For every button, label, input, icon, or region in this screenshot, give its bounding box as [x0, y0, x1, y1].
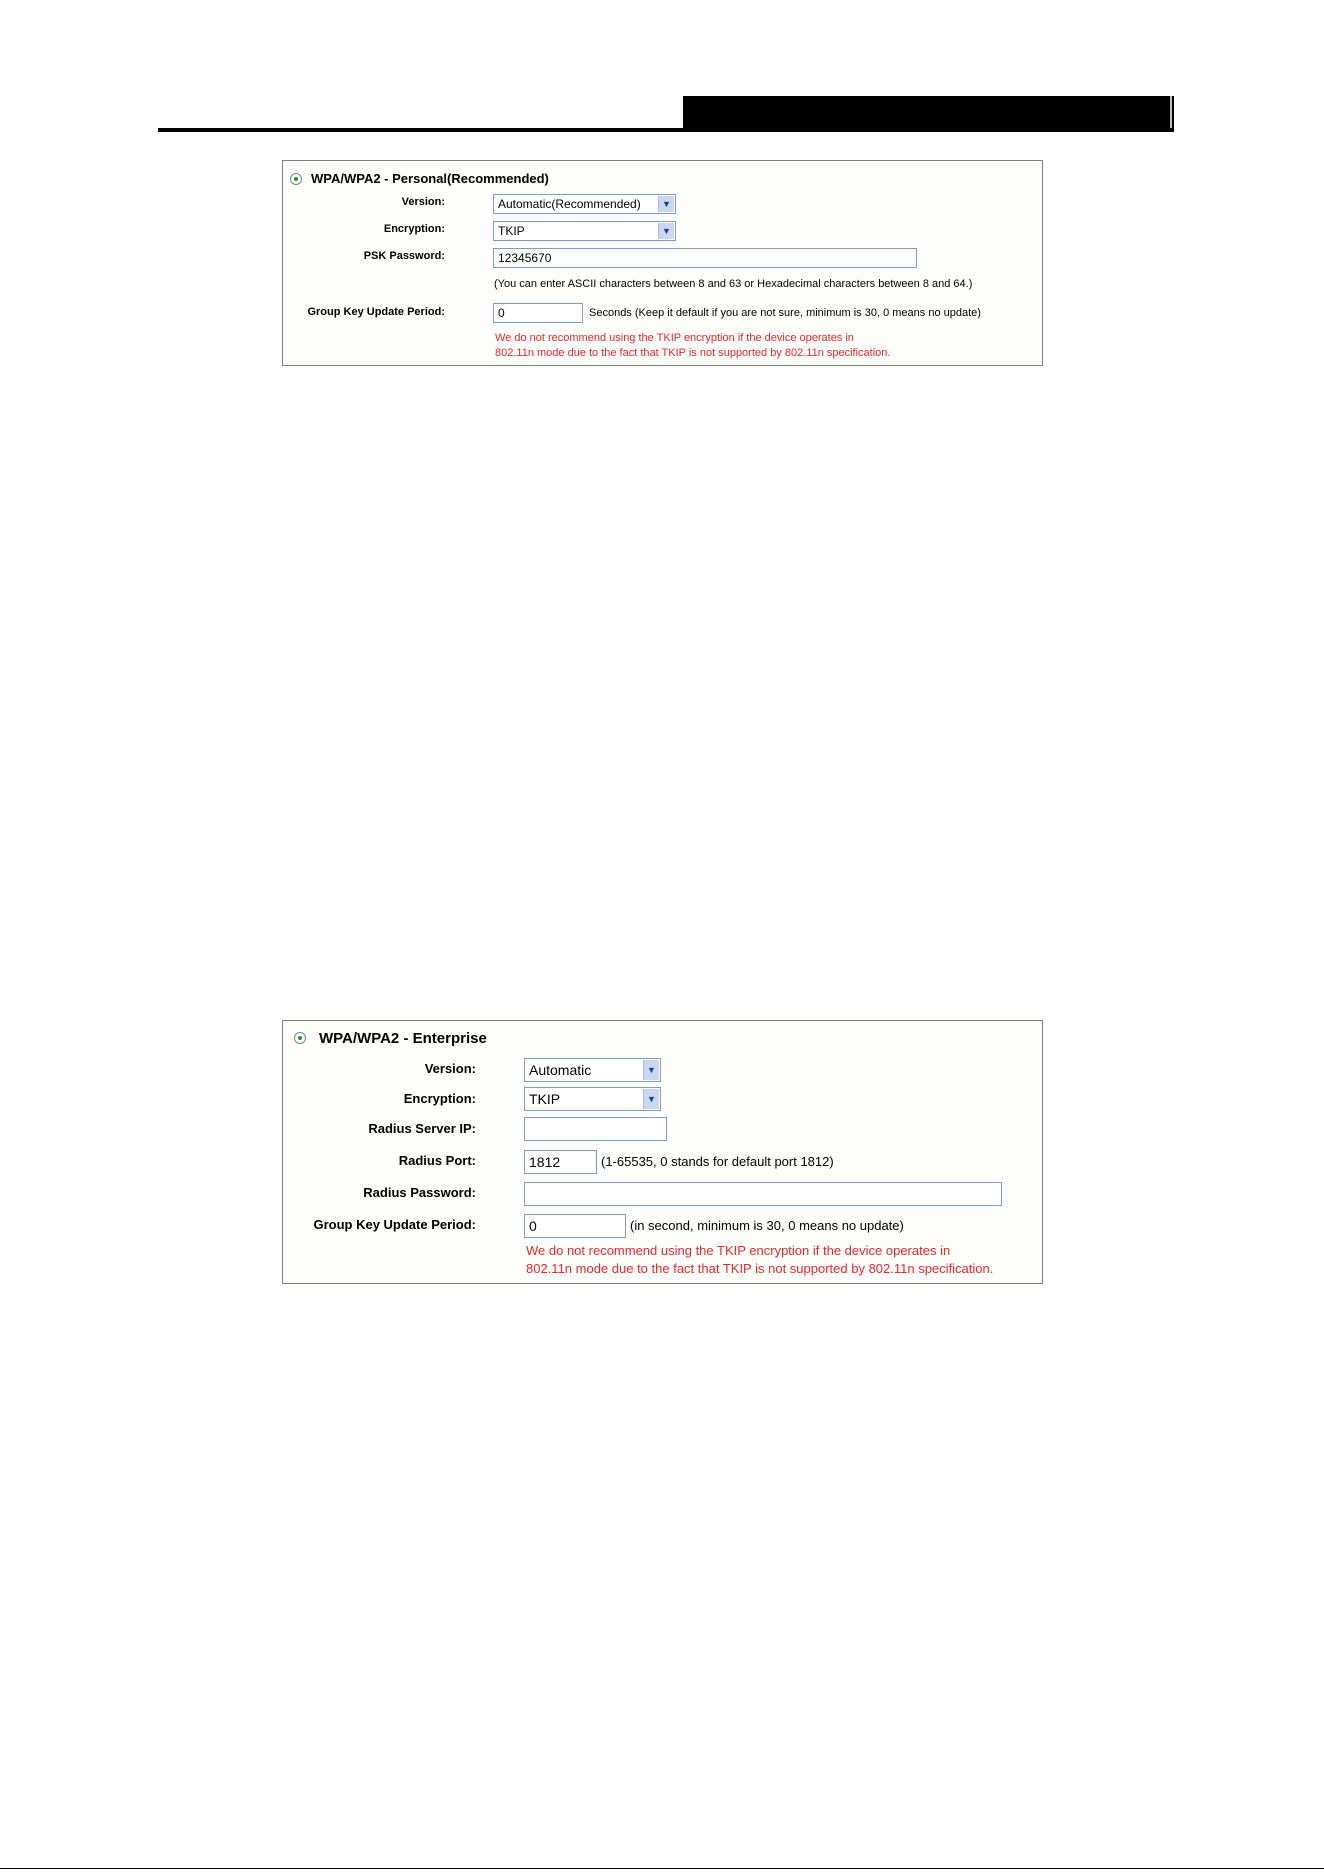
group-key-hint: (in second, minimum is 30, 0 means no update) — [630, 1218, 904, 1233]
tkip-warning-line2: 802.11n mode due to the fact that TKIP is not supported by 802.11n specification. — [526, 1261, 994, 1276]
encryption-select[interactable] — [524, 1087, 661, 1111]
group-key-label: Group Key Update Period: — [313, 1217, 476, 1232]
group-key-value: 0 — [529, 1218, 537, 1234]
group-key-label: Group Key Update Period: — [307, 306, 445, 318]
radius-password-input[interactable] — [524, 1182, 1002, 1206]
tkip-warning-line1: We do not recommend using the TKIP encryption if the device operates in — [526, 1243, 951, 1258]
header-black-box — [683, 96, 1174, 132]
wpa-enterprise-radio[interactable] — [294, 1032, 306, 1044]
wpa-personal-title: WPA/WPA2 - Personal(Recommended) — [311, 171, 549, 186]
chevron-down-icon: ▼ — [643, 1060, 659, 1080]
radius-server-ip-label: Radius Server IP: — [368, 1121, 476, 1136]
radius-port-input[interactable] — [524, 1150, 597, 1174]
radius-password-label: Radius Password: — [363, 1185, 476, 1200]
version-select[interactable] — [493, 194, 676, 214]
header-divider — [1170, 96, 1172, 132]
encryption-label: Encryption: — [383, 223, 445, 235]
wpa-enterprise-title: WPA/WPA2 - Enterprise — [319, 1030, 487, 1047]
tkip-warning-line1: We do not recommend using the TKIP encryption if the device operates in — [495, 332, 854, 344]
version-label: Version: — [424, 1061, 476, 1076]
encryption-select[interactable] — [493, 221, 676, 241]
footer-rule — [0, 1868, 1324, 1869]
group-key-input[interactable] — [524, 1214, 626, 1238]
chevron-down-icon: ▼ — [658, 196, 674, 212]
version-select[interactable] — [524, 1058, 661, 1082]
encryption-label: Encryption: — [403, 1091, 476, 1106]
tkip-warning-line2: 802.11n mode due to the fact that TKIP is not supported by 802.11n specification. — [495, 347, 891, 359]
version-select-value: Automatic — [529, 1062, 592, 1078]
chevron-down-icon: ▼ — [643, 1089, 659, 1109]
radius-port-label: Radius Port: — [398, 1153, 476, 1168]
wpa-personal-radio[interactable] — [290, 173, 302, 185]
psk-password-input[interactable] — [493, 248, 917, 268]
header-rule — [158, 128, 1174, 132]
version-select-value: Automatic(Recommended) — [498, 197, 641, 211]
chevron-down-icon: ▼ — [658, 223, 674, 239]
group-key-hint: Seconds (Keep it default if you are not sure, minimum is 30, 0 means no update) — [589, 307, 981, 319]
wpa-personal-panel — [282, 160, 1043, 366]
group-key-value: 0 — [498, 306, 505, 320]
version-label: Version: — [401, 196, 445, 208]
encryption-select-value: TKIP — [529, 1091, 561, 1107]
psk-password-hint: (You can enter ASCII characters between 8 and 63 or Hexadecimal characters between 8 and 64.) — [494, 278, 973, 290]
wpa-enterprise-panel — [282, 1020, 1043, 1284]
group-key-input[interactable] — [493, 303, 583, 323]
radius-port-hint: (1-65535, 0 stands for default port 1812) — [601, 1154, 834, 1169]
psk-password-value: 12345670 — [498, 251, 552, 265]
encryption-select-value: TKIP — [498, 224, 525, 238]
radius-port-value: 1812 — [529, 1154, 561, 1170]
radius-server-ip-input[interactable] — [524, 1117, 667, 1141]
psk-password-label: PSK Password: — [363, 250, 445, 262]
